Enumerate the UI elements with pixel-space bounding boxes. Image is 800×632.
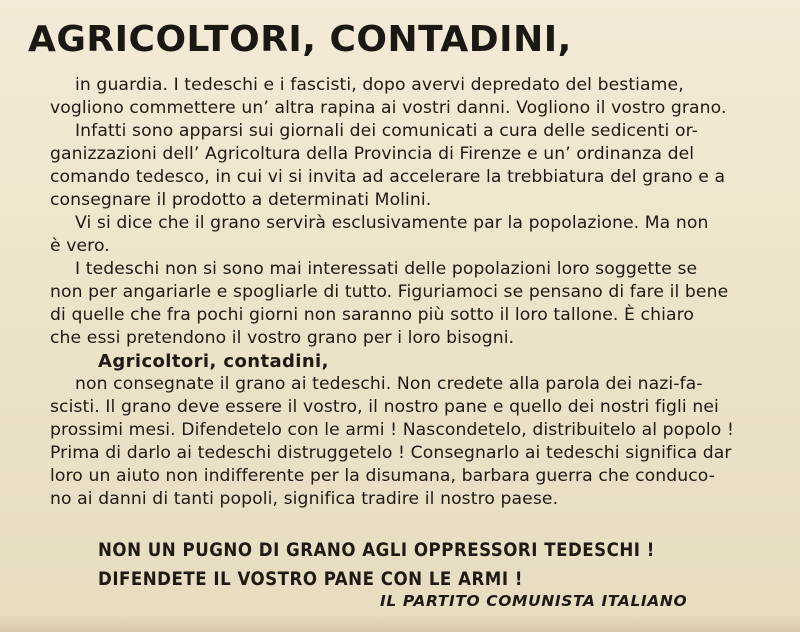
text-line: di quelle che fra pochi giorni non saranno più sotto il loro tallone. È chiaro: [50, 305, 694, 325]
text-line: I tedeschi non si sono mai interessati delle popolazioni loro soggette se: [75, 259, 698, 279]
text-line: consegnare il prodotto a determinati Molini.: [50, 190, 432, 210]
text-line: ganizzazioni dell’ Agricoltura della Provincia di Firenze e un’ ordinanza del: [50, 144, 695, 164]
text-line: comando tedesco, in cui vi si invita ad accelerare la trebbiatura del grano e a: [50, 167, 726, 187]
text-line: Vi si dice che il grano servirà esclusivamente par la popolazione. Ma non: [75, 213, 709, 233]
leaflet-title: AGRICOLTORI, CONTADINI,: [28, 19, 572, 60]
party-signature: IL PARTITO COMUNISTA ITALIANO: [380, 592, 688, 610]
paper-edge-shadow: [0, 614, 800, 632]
text-line: Prima di darlo ai tedeschi distruggetelo ! Consegnarlo ai tedeschi significa dar: [50, 443, 732, 463]
text-line: prossimi mesi. Difendetelo con le armi ! Nascondetelo, distribuitelo al popolo !: [50, 420, 734, 440]
slogan-line-1: NON UN PUGNO DI GRANO AGLI OPPRESSORI TEDESCHI !: [98, 540, 655, 561]
text-line: scisti. Il grano deve essere il vostro, il nostro pane e quello dei nostri figli nei: [50, 397, 719, 417]
text-line: no ai danni di tanti popoli, significa tradire il nostro paese.: [50, 489, 559, 509]
text-line: non per angariarle e spogliarle di tutto. Figuriamoci se pensano di fare il bene: [50, 282, 729, 302]
text-line: non consegnate il grano ai tedeschi. Non credete alla parola dei nazi-fa-: [75, 374, 703, 394]
text-line: Infatti sono apparsi sui giornali dei comunicati a cura delle sedicenti or-: [75, 121, 698, 141]
leaflet-body: [50, 74, 785, 511]
text-line: è vero.: [50, 236, 110, 256]
subheading: Agricoltori, contadini,: [98, 351, 329, 372]
text-line: vogliono commettere un’ altra rapina ai vostri danni. Vogliono il vostro grano.: [50, 98, 727, 118]
text-line: loro un aiuto non indifferente per la disumana, barbara guerra che conduco-: [50, 466, 716, 486]
text-line: in guardia. I tedeschi e i fascisti, dopo avervi depredato del bestiame,: [75, 75, 684, 95]
text-line: che essi pretendono il vostro grano per i loro bisogni.: [50, 328, 515, 348]
slogan-line-2: DIFENDETE IL VOSTRO PANE CON LE ARMI !: [98, 569, 523, 590]
